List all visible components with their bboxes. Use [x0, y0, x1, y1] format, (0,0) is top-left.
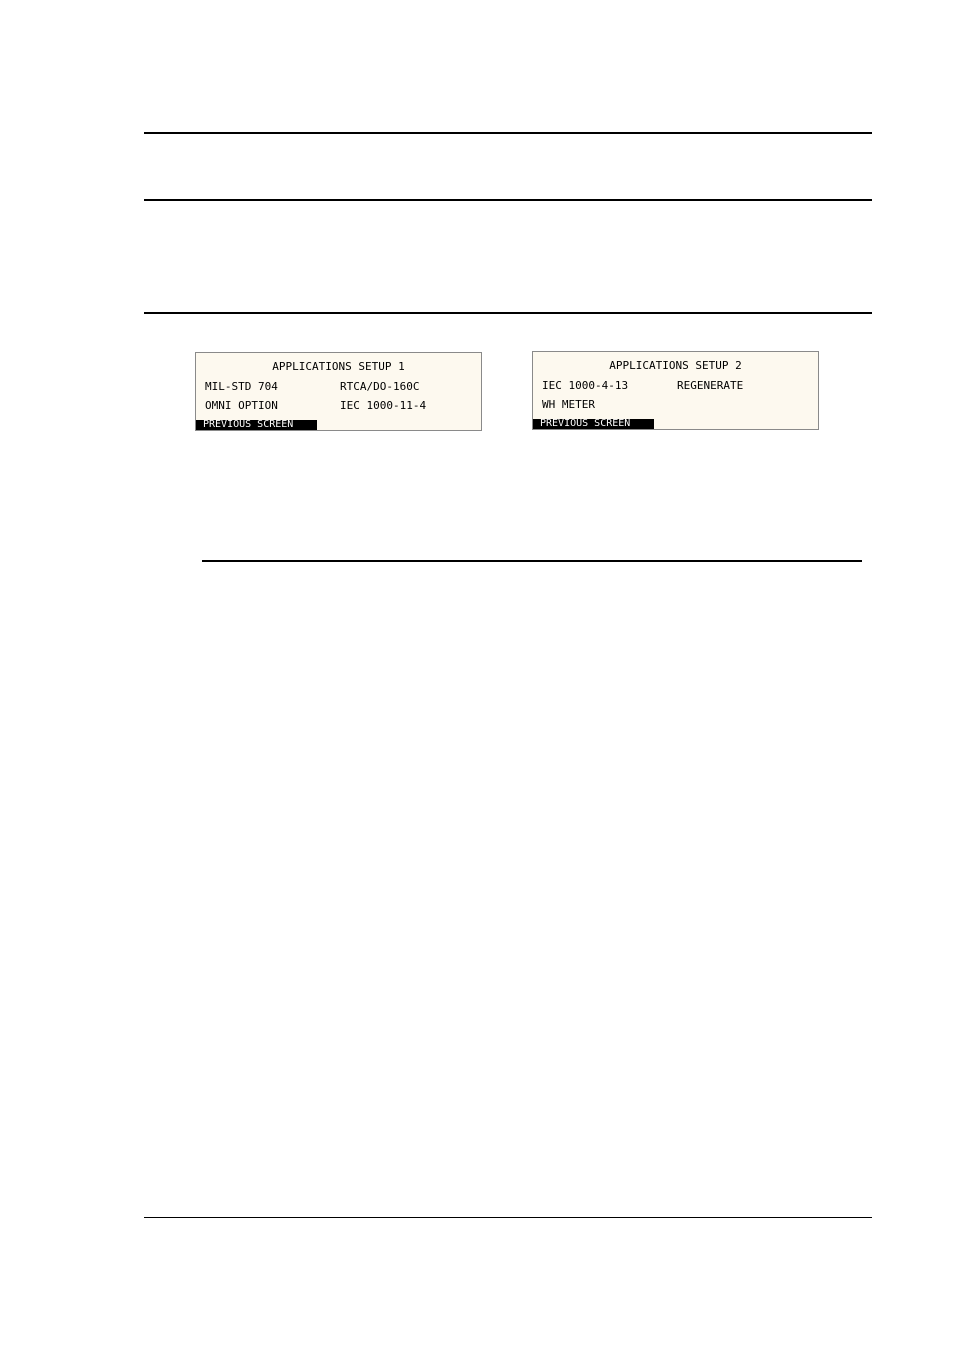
lcd-screen-applications-setup-1 [195, 352, 482, 431]
menu-item-iec-1000-4-13[interactable]: IEC 1000-4-13 [542, 379, 629, 392]
previous-screen-softkey[interactable]: PREVIOUS SCREEN [533, 419, 654, 429]
lcd-screen-title: APPLICATIONS SETUP 1 [272, 360, 405, 373]
lcd-screen-applications-setup-2 [532, 351, 819, 430]
menu-item-omni-option[interactable]: OMNI OPTION [205, 399, 278, 412]
menu-item-regenerate[interactable]: REGENERATE [677, 379, 744, 392]
menu-item-mil-std-704[interactable]: MIL-STD 704 [205, 380, 278, 393]
header-rule-top [144, 132, 872, 134]
footer-rule [144, 1217, 872, 1218]
table-header-rule [202, 560, 862, 562]
menu-item-rtca-do-160c[interactable]: RTCA/DO-160C [340, 380, 420, 393]
menu-item-iec-1000-11-4[interactable]: IEC 1000-11-4 [340, 399, 427, 412]
section-rule [144, 312, 872, 314]
lcd-screen-title: APPLICATIONS SETUP 2 [609, 359, 742, 372]
menu-item-wh-meter[interactable]: WH METER [542, 398, 595, 411]
header-rule-middle [144, 199, 872, 201]
previous-screen-softkey[interactable]: PREVIOUS SCREEN [196, 420, 317, 430]
